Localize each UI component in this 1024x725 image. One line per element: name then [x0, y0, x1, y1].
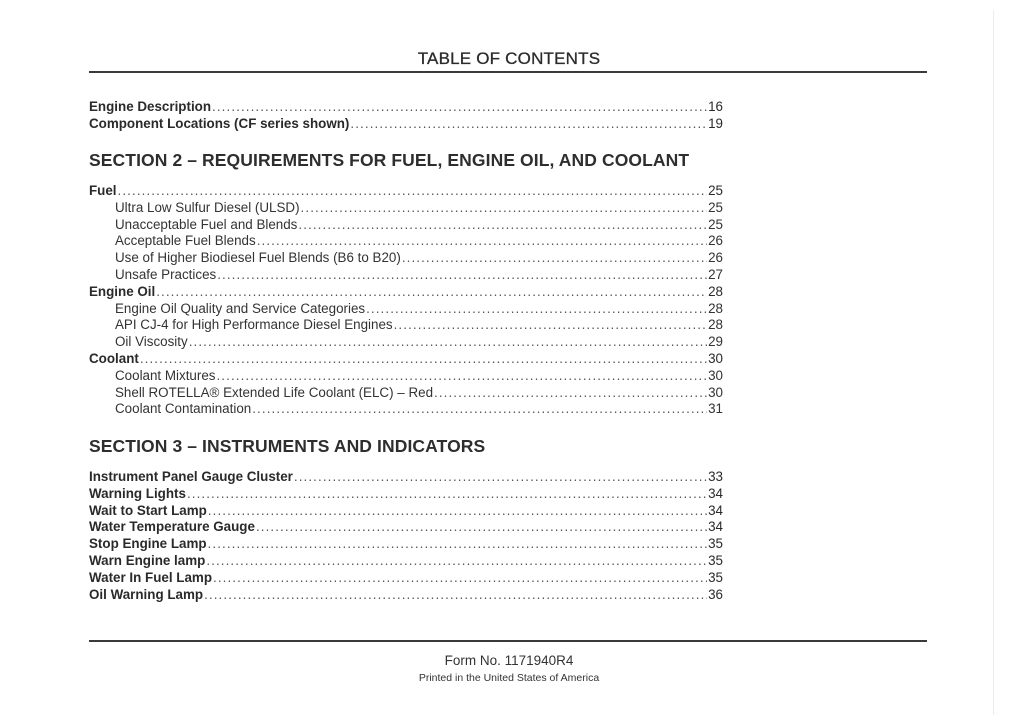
page-number: 28 [708, 283, 723, 299]
dot-leader [189, 334, 707, 351]
dot-leader [394, 317, 707, 334]
page-number: 29 [708, 334, 723, 350]
page-number: 35 [708, 536, 723, 552]
toc-entry-gauge-cluster[interactable]: Instrument Panel Gauge Cluster ..... 33 [89, 469, 723, 486]
dot-leader [252, 401, 707, 418]
dot-leader [208, 503, 707, 520]
dot-leader [140, 351, 707, 368]
toc-entry-coolant-contamination[interactable]: Coolant Contamination ..... 31 [89, 401, 723, 418]
dot-leader [216, 368, 707, 385]
dot-leader [217, 267, 707, 284]
page-number: 28 [708, 300, 723, 316]
dot-leader [187, 486, 707, 503]
page-number: 34 [708, 485, 723, 501]
toc-entry-water-temp-gauge[interactable]: Water Temperature Gauge ..... 34 [89, 519, 723, 536]
toc-entry-rotella-elc[interactable]: Shell ROTELLA® Extended Life Coolant (ELC) – Red ..... 30 [89, 385, 723, 402]
page-number: 35 [708, 569, 723, 585]
page-number: 16 [708, 99, 723, 114]
dot-leader [206, 553, 707, 570]
page-number: 33 [708, 469, 723, 484]
page-number: 34 [708, 502, 723, 518]
toc-entry-stop-engine[interactable]: Stop Engine Lamp ..... 35 [89, 536, 723, 553]
dot-leader [212, 99, 707, 116]
dot-leader [208, 536, 708, 553]
dot-leader [294, 469, 707, 486]
dot-leader [118, 183, 708, 200]
toc-entry-unsafe-practices[interactable]: Unsafe Practices ..... 27 [89, 267, 723, 284]
section-3-heading: SECTION 3 – INSTRUMENTS AND INDICATORS [89, 436, 486, 456]
page-number: 34 [708, 519, 723, 535]
toc-entry-engine-oil[interactable]: Engine Oil ..... 28 [89, 284, 723, 301]
toc-entry-component-locations[interactable]: Component Locations (CF series shown) ..... 19 [89, 116, 723, 133]
toc-entry-ulsd[interactable]: Ultra Low Sulfur Diesel (ULSD) ..... 25 [89, 200, 723, 217]
toc-section-3-list [89, 469, 723, 603]
toc-entry-api-cj4[interactable]: API CJ-4 for High Performance Diesel Engines ..... 28 [89, 317, 723, 334]
toc-entry-oil-quality[interactable]: Engine Oil Quality and Service Categories ..... 28 [89, 301, 723, 318]
toc-entry-engine-description[interactable]: Engine Description ..... 16 [89, 99, 723, 116]
dot-leader [204, 587, 707, 604]
dot-leader [257, 233, 707, 250]
page-edge-line [993, 10, 994, 715]
dot-leader [213, 570, 707, 587]
page-number: 30 [708, 350, 723, 366]
toc-entry-wait-to-start[interactable]: Wait to Start Lamp ..... 34 [89, 503, 723, 520]
toc-entry-warn-engine[interactable]: Warn Engine lamp ..... 35 [89, 553, 723, 570]
page-number: 30 [708, 384, 723, 400]
page-number: 26 [708, 250, 723, 266]
printed-notice: Printed in the United States of America [418, 672, 600, 684]
dot-leader [402, 250, 707, 267]
dot-leader [256, 519, 707, 536]
page-number: 36 [708, 586, 723, 602]
toc-entry-warning-lights[interactable]: Warning Lights ..... 34 [89, 486, 723, 503]
dot-leader [301, 200, 708, 217]
page-number: 28 [708, 317, 723, 333]
toc-entry-oil-viscosity[interactable]: Oil Viscosity ..... 29 [89, 334, 723, 351]
page-number: 25 [708, 216, 723, 232]
toc-entry-fuel[interactable]: Fuel ..... 25 [89, 183, 723, 200]
page-title: TABLE OF CONTENTS [417, 49, 601, 69]
toc-entry-oil-warning[interactable]: Oil Warning Lamp ..... 36 [89, 587, 723, 604]
toc-entry-biodiesel-blends[interactable]: Use of Higher Biodiesel Fuel Blends (B6 to B20) ..... 26 [89, 250, 723, 267]
page-number: 26 [708, 233, 723, 249]
toc-entry-coolant[interactable]: Coolant ..... 30 [89, 351, 723, 368]
toc-entry-unacceptable-fuel[interactable]: Unacceptable Fuel and Blends ..... 25 [89, 217, 723, 234]
dot-leader [298, 217, 707, 234]
toc-section-2-list [89, 183, 723, 418]
section-2-heading: SECTION 2 – REQUIREMENTS FOR FUEL, ENGINE OIL, AND COOLANT [89, 150, 690, 170]
form-number: Form No. 1171940R4 [444, 653, 574, 668]
page-number: 30 [708, 367, 723, 383]
toc-entry-acceptable-fuel[interactable]: Acceptable Fuel Blends ..... 26 [89, 233, 723, 250]
toc-intro-list [89, 99, 723, 133]
page-number: 27 [708, 266, 723, 282]
toc-entry-water-in-fuel[interactable]: Water In Fuel Lamp ..... 35 [89, 570, 723, 587]
page-number: 25 [708, 199, 723, 215]
dot-leader [350, 116, 707, 133]
footer-divider [89, 640, 927, 642]
dot-leader [434, 385, 707, 402]
page-number: 19 [708, 115, 723, 131]
page-number: 31 [708, 401, 723, 417]
dot-leader [156, 284, 707, 301]
dot-leader [366, 301, 707, 318]
page-number: 35 [708, 552, 723, 568]
toc-entry-coolant-mixtures[interactable]: Coolant Mixtures ..... 30 [89, 368, 723, 385]
title-divider [89, 71, 927, 73]
page-number: 25 [708, 183, 723, 198]
